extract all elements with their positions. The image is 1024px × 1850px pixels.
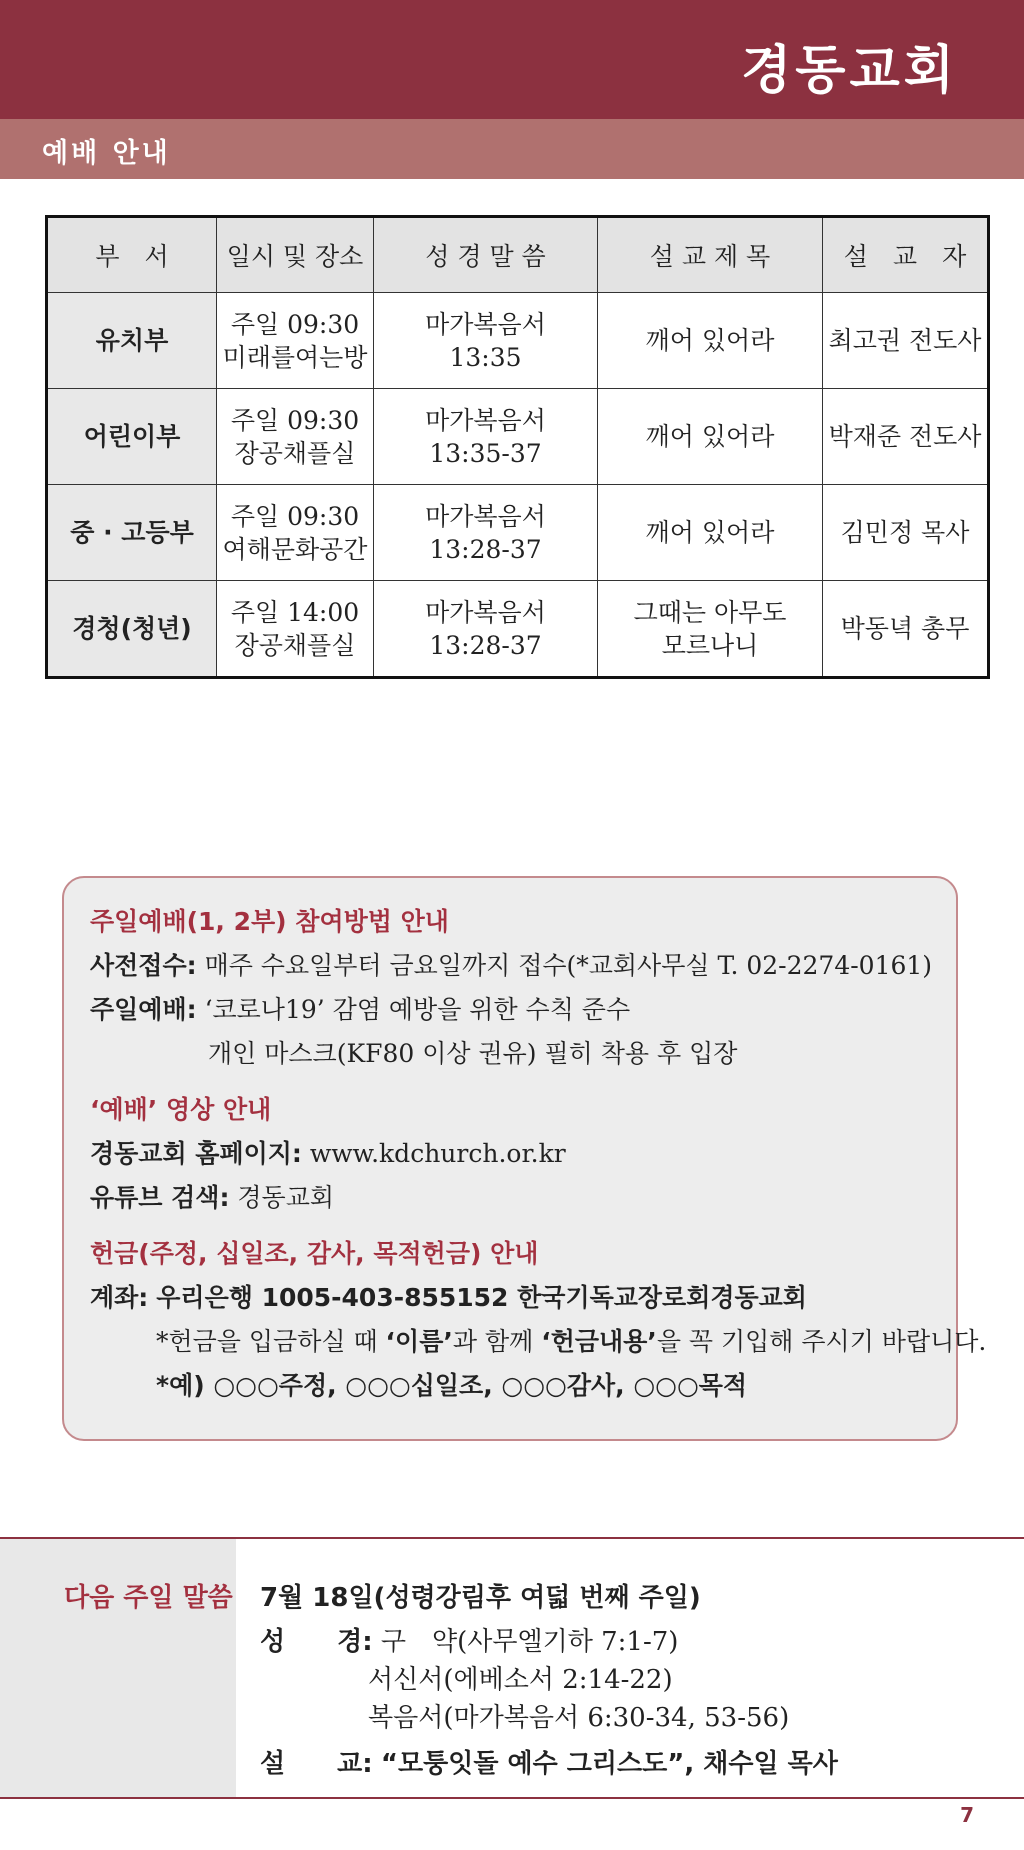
time-text: 주일 09:30: [230, 309, 360, 339]
next-week-label: 다음 주일 말씀: [64, 1583, 233, 1613]
account-label: 계좌:: [90, 1283, 149, 1312]
youtube-text: 경동교회: [237, 1183, 335, 1212]
book-text: 마가복음서: [425, 597, 546, 627]
gospel-text: 복음서(마가복음서 6:30-34, 53-56): [368, 1703, 790, 1733]
scripture-cell: [374, 485, 598, 581]
verse-text: 13:28-37: [429, 534, 542, 564]
video-heading: ‘예배’ 영상 안내: [90, 1095, 272, 1124]
table-header-row: [47, 217, 989, 293]
sermon-title-cell: [598, 389, 823, 485]
mask-rule-text: 개인 마스크(KF80 이상 권유) 필히 착용 후 입장: [208, 1039, 738, 1068]
offering-note-part1: *헌금을 입금하실 때: [156, 1327, 386, 1356]
time-text: 주일 09:30: [230, 405, 360, 435]
sermon-title-text: 그때는 아무도: [633, 597, 787, 627]
sunday-worship-text: ‘코로나19’ 감염 예방을 위한 수칙 준수: [204, 995, 631, 1024]
dept-cell: 경청(청년): [47, 581, 217, 678]
scripture-cell: [374, 293, 598, 389]
sermon-line: [260, 1743, 838, 1780]
sermon-title-text: 깨어 있어라: [645, 422, 775, 451]
sermon-title-cell: [598, 581, 823, 678]
col-header-preacher: 설 교 자: [823, 217, 989, 293]
page-number: 7: [960, 1803, 974, 1827]
time-place-cell: [217, 293, 374, 389]
dept-cell: 유치부: [47, 293, 217, 389]
sermon-title-text: 깨어 있어라: [645, 518, 775, 547]
time-place-cell: [217, 581, 374, 678]
time-text: 주일 14:00: [230, 597, 360, 627]
church-name: 경동교회: [741, 41, 958, 101]
epistle-text: 서신서(에베소서 2:14-22): [368, 1665, 673, 1695]
table-row: [47, 389, 989, 485]
offering-note-part3: 을 꼭 기입해 주시기 바랍니다.: [656, 1327, 987, 1356]
sermon-title-cell: [598, 293, 823, 389]
sermon-title-text: 깨어 있어라: [645, 326, 775, 355]
sunday-worship-label: 주일예배:: [90, 995, 197, 1024]
prereg-label: 사전접수:: [90, 951, 197, 980]
account-line: [90, 1278, 807, 1314]
prereg-text: 매주 수요일부터 금요일까지 접수(*교회사무실 T. 02-2274-0161): [204, 951, 933, 980]
col-header-scripture: 성 경 말 씀: [374, 217, 598, 293]
sermon-text: “모퉁잇돌 예수 그리스도”, 채수일 목사: [380, 1749, 838, 1779]
verse-text: 13:28-37: [429, 630, 542, 660]
table-row: [47, 485, 989, 581]
scripture-cell: [374, 581, 598, 678]
next-week-section: [0, 1537, 1024, 1799]
youtube-label: 유튜브 검색:: [90, 1183, 230, 1212]
preacher-cell: 김민정 목사: [823, 485, 989, 581]
time-text: 주일 09:30: [230, 501, 360, 531]
section-title: 예배 안내: [42, 138, 171, 169]
worship-method-heading: 주일예배(1, 2부) 참여방법 안내: [90, 907, 449, 936]
col-header-time-place: 일시 및 장소: [217, 217, 374, 293]
youtube-line: [90, 1178, 334, 1214]
offering-note-content: ‘헌금내용’: [541, 1327, 657, 1356]
info-box: [62, 876, 987, 1441]
dept-cell: 어린이부: [47, 389, 217, 485]
time-place-cell: [217, 485, 374, 581]
dept-cell: 중 · 고등부: [47, 485, 217, 581]
book-text: 마가복음서: [425, 309, 546, 339]
time-place-cell: [217, 389, 374, 485]
sermon-label: 설 교:: [260, 1749, 373, 1779]
offering-note-line: [156, 1322, 986, 1358]
scripture-label: 성 경:: [260, 1627, 373, 1657]
offering-heading: 헌금(주정, 십일조, 감사, 목적헌금) 안내: [90, 1239, 539, 1268]
preacher-cell: 최고권 전도사: [823, 293, 989, 389]
homepage-line: [90, 1134, 566, 1170]
prereg-line: [90, 946, 932, 982]
offering-note-name: ‘이름’: [385, 1327, 453, 1356]
verse-text: 13:35-37: [429, 438, 542, 468]
place-text: 여해문화공간: [222, 534, 368, 564]
sunday-worship-line: [90, 990, 630, 1026]
preacher-cell: 박동녁 총무: [823, 581, 989, 678]
homepage-url: www.kdchurch.or.kr: [309, 1139, 566, 1168]
place-text: 장공채플실: [234, 630, 356, 660]
scripture-cell: [374, 389, 598, 485]
table-row: [47, 581, 989, 678]
table-row: [47, 293, 989, 389]
col-header-dept: 부 서: [47, 217, 217, 293]
next-week-date: 7월 18일(성령강림후 여덟 번째 주일): [260, 1583, 701, 1613]
offering-example: *예) ○○○주정, ○○○십일조, ○○○감사, ○○○목적: [156, 1371, 748, 1400]
sermon-title-cell: [598, 485, 823, 581]
book-text: 마가복음서: [425, 501, 546, 531]
account-text: 우리은행 1005-403-855152 한국기독교장로회경동교회: [156, 1283, 807, 1312]
verse-text: 13:35: [449, 342, 522, 372]
homepage-label: 경동교회 홈페이지:: [90, 1139, 302, 1168]
old-testament-text: 구 약(사무엘기하 7:1-7): [380, 1627, 679, 1657]
book-text: 마가복음서: [425, 405, 546, 435]
sermon-title-text-line2: 모르나니: [661, 630, 759, 660]
place-text: 장공채플실: [234, 438, 356, 468]
col-header-sermon-title: 설 교 제 목: [598, 217, 823, 293]
place-text: 미래를여는방: [222, 342, 368, 372]
worship-schedule-table: [45, 215, 990, 679]
scripture-line: [260, 1621, 678, 1658]
preacher-cell: 박재준 전도사: [823, 389, 989, 485]
offering-note-part2: 과 함께: [452, 1327, 542, 1356]
